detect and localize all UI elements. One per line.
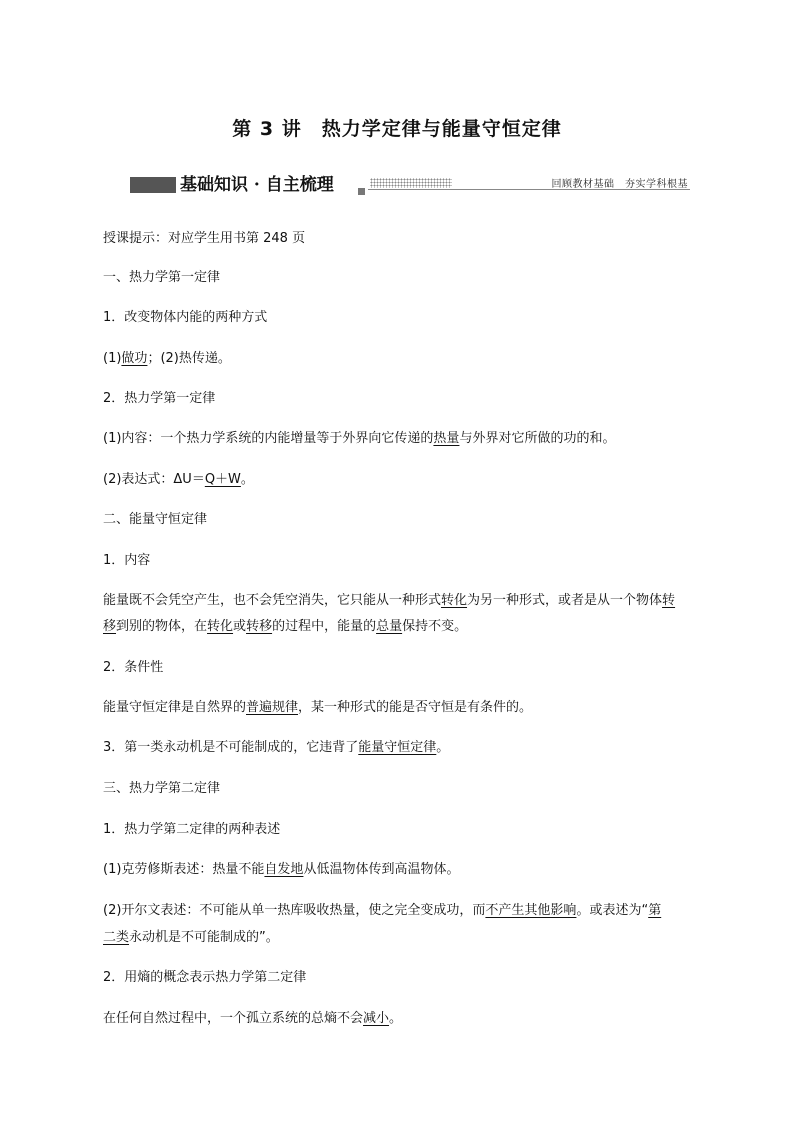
paragraph-1-2-b [103, 470, 254, 490]
underlined-answer: 二类 [103, 930, 130, 945]
text: 能量守恒定律是自然界的 [103, 700, 247, 715]
paragraph-2-1-line1 [103, 591, 675, 611]
section-heading-1: 一、热力学第一定律 [103, 270, 221, 285]
underlined-answer: 转化 [441, 593, 468, 608]
underlined-answer: 第 [648, 903, 662, 918]
underlined-answer: 热量 [433, 431, 460, 446]
text: 3．第一类永动机是不可能制成的，它违背了 [103, 740, 359, 755]
paragraph-3-1-b-line2 [103, 928, 279, 948]
banner-dark-bar [130, 177, 176, 193]
text: (2)表达式：ΔU＝ [103, 472, 205, 487]
text: 在任何自然过程中，一个孤立系统的总熵不会 [103, 1011, 364, 1026]
banner-square-icon [358, 188, 365, 195]
section-heading-3: 三、热力学第二定律 [103, 781, 221, 796]
subheading-1-1: 1．改变物体内能的两种方式 [103, 310, 268, 325]
text: 。 [436, 740, 450, 755]
subheading-3-1: 1．热力学第二定律的两种表述 [103, 822, 281, 837]
section-heading-2: 二、能量守恒定律 [103, 512, 208, 527]
paragraph-2-3 [103, 738, 449, 758]
banner-title: 基础知识 · 自主梳理 [180, 175, 334, 195]
underlined-answer: 能量守恒定律 [358, 740, 437, 755]
underlined-answer: 普遍规律 [246, 700, 299, 715]
paragraph-2-2-a [103, 698, 532, 718]
underlined-answer: 不产生其他影响 [485, 903, 577, 918]
text: 到别的物体，在 [116, 619, 208, 634]
page-title: 第 3 讲 热力学定律与能量守恒定律 [232, 118, 562, 140]
paragraph-2-1-line2 [103, 617, 467, 637]
underlined-answer: 做功 [121, 351, 148, 366]
section-banner [130, 174, 690, 196]
underlined-answer: 移 [103, 619, 117, 634]
underlined-answer: Q＋W [204, 472, 241, 487]
underlined-answer: 转化 [207, 619, 234, 634]
paragraph-3-1-a [103, 860, 459, 880]
text: (1)克劳修斯表述：热量不能 [103, 862, 265, 877]
text: 永动机是不可能制成的”。 [129, 930, 279, 945]
underlined-answer: 转移 [246, 619, 273, 634]
paragraph-3-2-a [103, 1009, 402, 1029]
subheading-2-1: 1．内容 [103, 553, 151, 568]
paragraph-1-1-a [103, 349, 231, 369]
text: 能量既不会凭空产生，也不会凭空消失，它只能从一种形式 [103, 593, 442, 608]
text: 与外界对它所做的功的和。 [459, 431, 616, 446]
text: 的过程中，能量的 [272, 619, 377, 634]
text: 保持不变。 [402, 619, 468, 634]
subheading-3-2: 2．用熵的概念表示热力学第二定律 [103, 970, 307, 985]
text: 为另一种形式，或者是从一个物体 [467, 593, 663, 608]
text: 从低温物体传到高温物体。 [303, 862, 460, 877]
text: 。 [389, 1011, 403, 1026]
paragraph-1-2-a [103, 429, 615, 449]
underlined-answer: 总量 [376, 619, 403, 634]
subheading-2-2: 2．条件性 [103, 660, 164, 675]
paragraph-3-1-b-line1 [103, 901, 661, 921]
text: (1)内容：一个热力学系统的内能增量等于外界向它传递的 [103, 431, 434, 446]
text: ；(2)热传递。 [147, 351, 231, 366]
text: ，某一种形式的能是否守恒是有条件的。 [298, 700, 533, 715]
lesson-hint: 授课提示：对应学生用书第 248 页 [103, 231, 306, 246]
text: 。 [240, 472, 254, 487]
text: 或 [233, 619, 247, 634]
banner-right-text: 回顾教材基础 夯实学科根基 [551, 179, 688, 190]
underlined-answer: 减小 [363, 1011, 390, 1026]
text: 。或表述为“ [576, 903, 649, 918]
banner-dot-pattern [370, 178, 452, 188]
text: (1) [103, 351, 122, 366]
text: (2)开尔文表述：不可能从单一热库吸收热量，使之完全变成功，而 [103, 903, 486, 918]
underlined-answer: 自发地 [264, 862, 304, 877]
underlined-answer: 转 [662, 593, 676, 608]
subheading-1-2: 2．热力学第一定律 [103, 391, 216, 406]
